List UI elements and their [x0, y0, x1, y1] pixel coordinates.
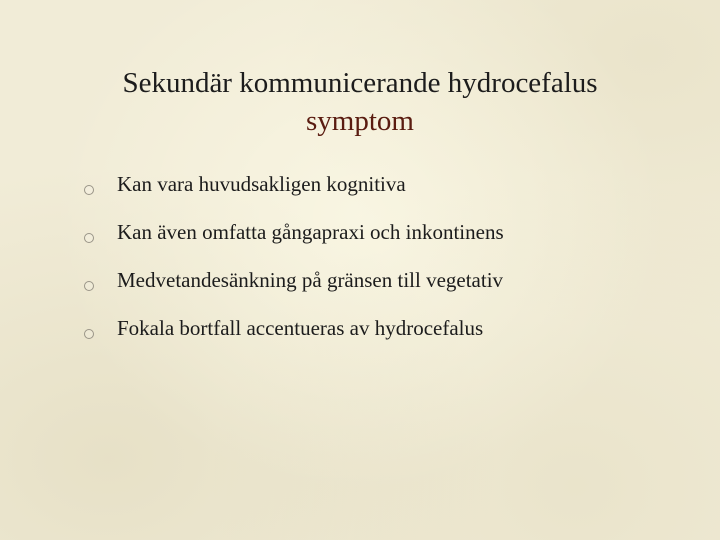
bullet-circle-icon [84, 185, 94, 195]
bullet-circle-icon [84, 281, 94, 291]
bullet-text: Kan vara huvudsakligen kognitiva [117, 172, 406, 196]
bullet-circle-icon [84, 233, 94, 243]
bullet-text: Medvetandesänkning på gränsen till vegetativ [117, 268, 504, 292]
slide-title [40, 64, 680, 140]
bullet-text: Fokala bortfall accentueras av hydrocefalus [117, 316, 484, 340]
slide-title-line2: symptom [306, 105, 414, 137]
slide-title-line1: Sekundär kommunicerande hydrocefalus [122, 67, 598, 99]
bullet-text: Kan även omfatta gångapraxi och inkontinens [117, 220, 504, 244]
bullet-circle-icon [84, 329, 94, 339]
